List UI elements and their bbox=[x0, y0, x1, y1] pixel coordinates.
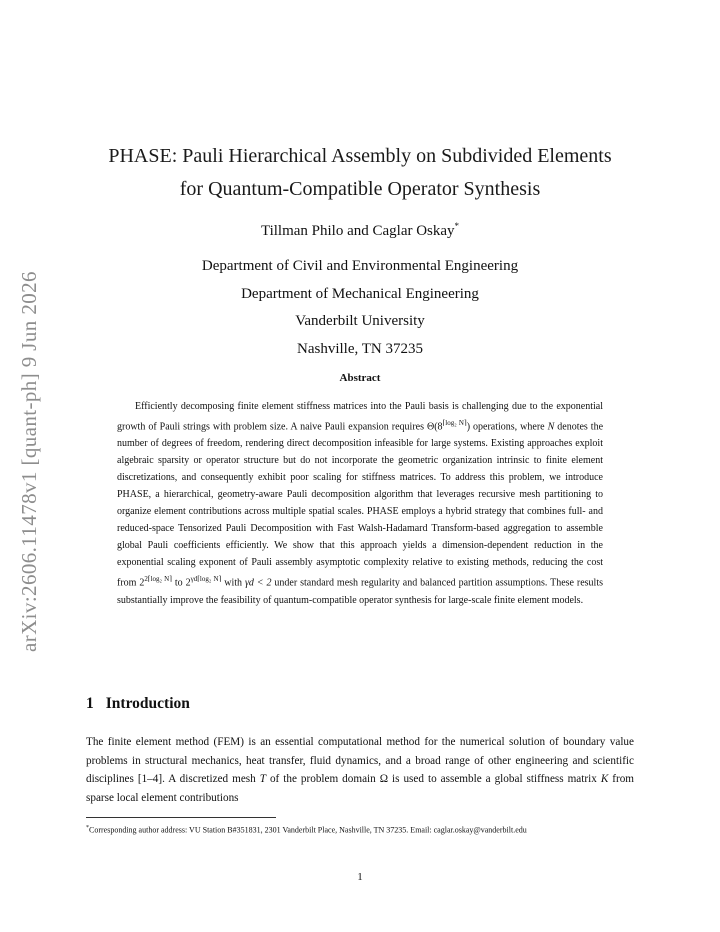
paper-title bbox=[0, 140, 720, 206]
abstract-text-part: denotes the number of degrees of freedom, rendering direct decomposition infeasible for large systems. Existing approaches exploit algebraic sparsity or operator structure but do not incorporate the geometric organization intrinsic to finite element discretizations, and consequently exhibit poor scaling for stiffness matrices. To address this problem, we introduce PHASE, a hierarchical, geometry-aware Pauli decomposition algorithm that leverages recursive mesh partitioning to organize element contributions across multiple spatial scales. PHASE employs a hybrid strategy that combines full- and reduced-space Tensorized Pauli Decomposition with Fast Walsh-Hadamard Transform-based aggregation to assemble global Pauli coefficients efficiently. We show that this approach yields a dimension-dependent reduction in the exponential scaling exponent of Pauli assembly asymptotic complexity relative to existing methods, reducing the cost from 2 bbox=[117, 421, 604, 589]
abstract-variable: N bbox=[547, 421, 555, 433]
page-number: 1 bbox=[357, 871, 363, 883]
abstract-exponent: γd⌈log₂ N⌉ bbox=[190, 575, 222, 584]
intro-text-part: from sparse local element contributions bbox=[86, 773, 635, 804]
section-number: 1 bbox=[86, 695, 94, 712]
intro-variable: T bbox=[259, 773, 266, 786]
affiliation-line: Nashville, TN 37235 bbox=[297, 340, 423, 357]
title-line-1: PHASE: Pauli Hierarchical Assembly on Subdivided Elements bbox=[108, 145, 612, 167]
footnote bbox=[86, 821, 634, 838]
abstract-exponent: 2⌈log₂ N⌉ bbox=[144, 575, 172, 584]
abstract-text-part: Efficiently decomposing finite element stiffness matrices into the Pauli basis is challenging due to the exponential growth of Pauli strings with problem size. A naive Pauli expansion requires Θ(8 bbox=[117, 401, 603, 433]
corresponding-author-mark: * bbox=[454, 221, 460, 231]
author-names: Tillman Philo and Caglar Oskay bbox=[260, 223, 455, 239]
arxiv-identifier: arXiv:2606.11478v1 [quant-ph] 9 Jun 2026 bbox=[17, 271, 41, 652]
abstract-variable: γd < 2 bbox=[244, 577, 272, 589]
intro-text-part: of the problem domain Ω is used to assemble a global stiffness matrix bbox=[265, 773, 601, 786]
introduction-text bbox=[86, 733, 634, 807]
title-line-2: for Quantum-Compatible Operator Synthesis bbox=[179, 178, 541, 200]
abstract-text-part: to 2 bbox=[171, 577, 191, 589]
author-list bbox=[0, 216, 720, 241]
footnote-mark: * bbox=[86, 825, 89, 831]
affiliation-line: Department of Mechanical Engineering bbox=[241, 285, 479, 302]
affiliation-line: Department of Civil and Environmental Engineering bbox=[201, 258, 519, 274]
abstract-text bbox=[117, 398, 603, 609]
section-title: Introduction bbox=[105, 695, 190, 712]
abstract-heading: Abstract bbox=[339, 372, 381, 384]
footnote-divider bbox=[86, 817, 276, 818]
affiliations bbox=[0, 253, 720, 363]
abstract-text-part: under standard mesh regularity and balanced partition assumptions. These results substantially improve the feasibility of quantum-compatible operator synthesis for large-scale finite element models. bbox=[117, 577, 604, 606]
intro-text-part: The finite element method (FEM) is an essential computational method for the numerical solution of boundary value problems in structural mechanics, heat transfer, fluid dynamics, and a broad range of other engineering and scientific disciplines [1–4]. A discretized mesh bbox=[86, 736, 634, 786]
affiliation-line: Vanderbilt University bbox=[295, 313, 425, 329]
intro-variable: K bbox=[600, 773, 609, 786]
abstract-exponent: ⌈log₂ N⌉ bbox=[442, 419, 467, 427]
section-heading bbox=[86, 695, 190, 713]
abstract-text-part: with bbox=[221, 577, 245, 589]
footnote-text: Corresponding author address: VU Station B#351831, 2301 Vanderbilt Place, Nashville, TN 37235. Email: caglar.oskay@vanderbilt.edu bbox=[89, 825, 527, 835]
abstract-text-part: ) operations, where bbox=[466, 421, 548, 433]
